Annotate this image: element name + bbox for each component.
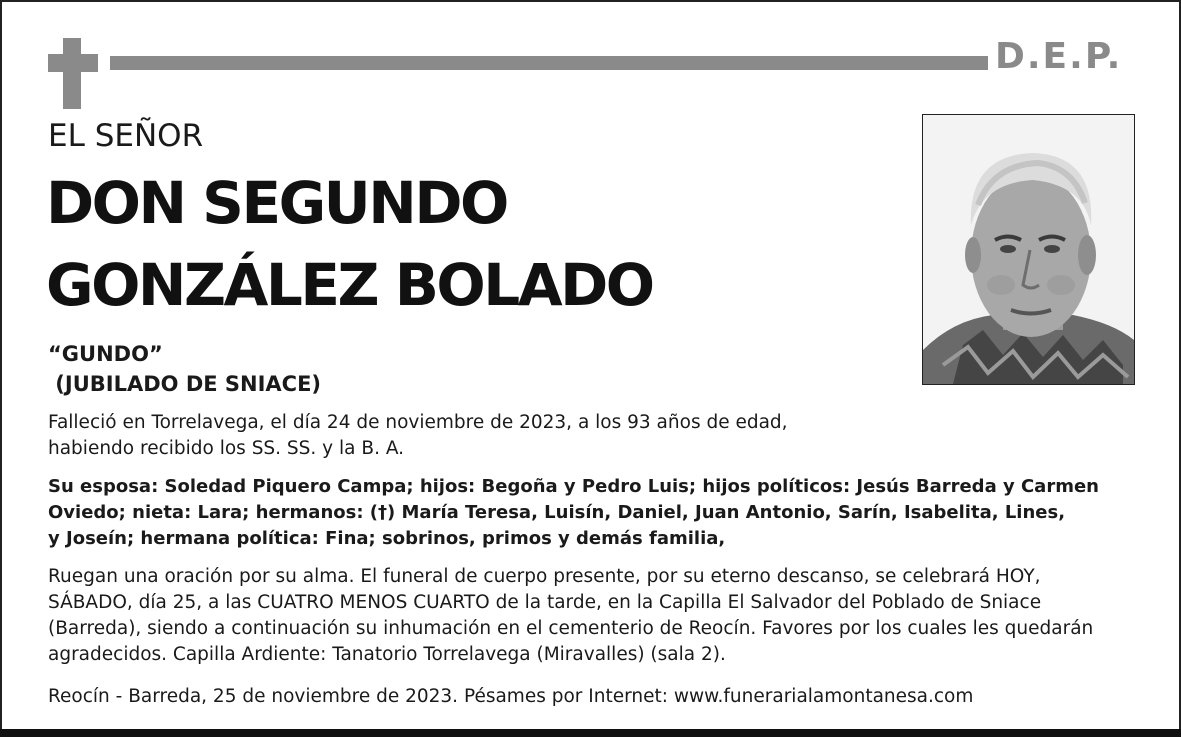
deceased-name-line2: GONZÁLEZ BOLADO [46,251,653,319]
death-line: Falleció en Torrelavega, el día 24 de noviembre de 2023, a los 93 años de edad, [48,412,788,433]
cross-icon [63,38,81,109]
portrait-photo [922,114,1135,385]
funeral-line: (Barreda), siendo a continuación su inhumación en el cementerio de Reocín. Favores por los cuales les quedarán [48,618,1094,639]
family-list [48,474,1099,552]
funeral-details [48,564,1093,668]
occupation: (JUBILADO DE SNIACE) [48,372,322,396]
title-prefix: EL SEÑOR [48,118,204,154]
funeral-line: agradecidos. Capilla Ardiente: Tanatorio Torrelavega (Miravalles) (sala 2). [48,644,726,665]
header-rule [110,56,988,70]
bottom-rule [0,729,1181,737]
funeral-line: SÁBADO, día 25, a las CUATRO MENOS CUARTO de la tarde, en la Capilla El Salvador del Poblado de Sniace [48,592,1042,613]
death-notice [48,410,788,462]
funeral-line: Ruegan una oración por su alma. El funeral de cuerpo presente, por su eterno descanso, se celebrará HOY, [48,566,1041,587]
family-line: Su esposa: Soledad Piquero Campa; hijos: Begoña y Pedro Luis; hijos políticos: Jesús Barreda y Carmen [48,476,1099,497]
footer-line: Reocín - Barreda, 25 de noviembre de 2023. Pésames por Internet: www.funerarialamontanesa.com [48,686,974,707]
dep-label: D.E.P. [995,36,1123,77]
cross-icon-bar [48,54,98,72]
nickname: “GUNDO” [48,342,163,366]
death-line: habiendo recibido los SS. SS. y la B. A. [48,438,405,459]
deceased-name-line1: DON SEGUNDO [46,169,507,237]
family-line: y Joseín; hermana política: Fina; sobrinos, primos y demás familia, [48,528,726,549]
family-line: Oviedo; nieta: Lara; hermanos: (†) María Teresa, Luisín, Daniel, Juan Antonio, Sarín, Isabelita, Lines, [48,502,1066,523]
